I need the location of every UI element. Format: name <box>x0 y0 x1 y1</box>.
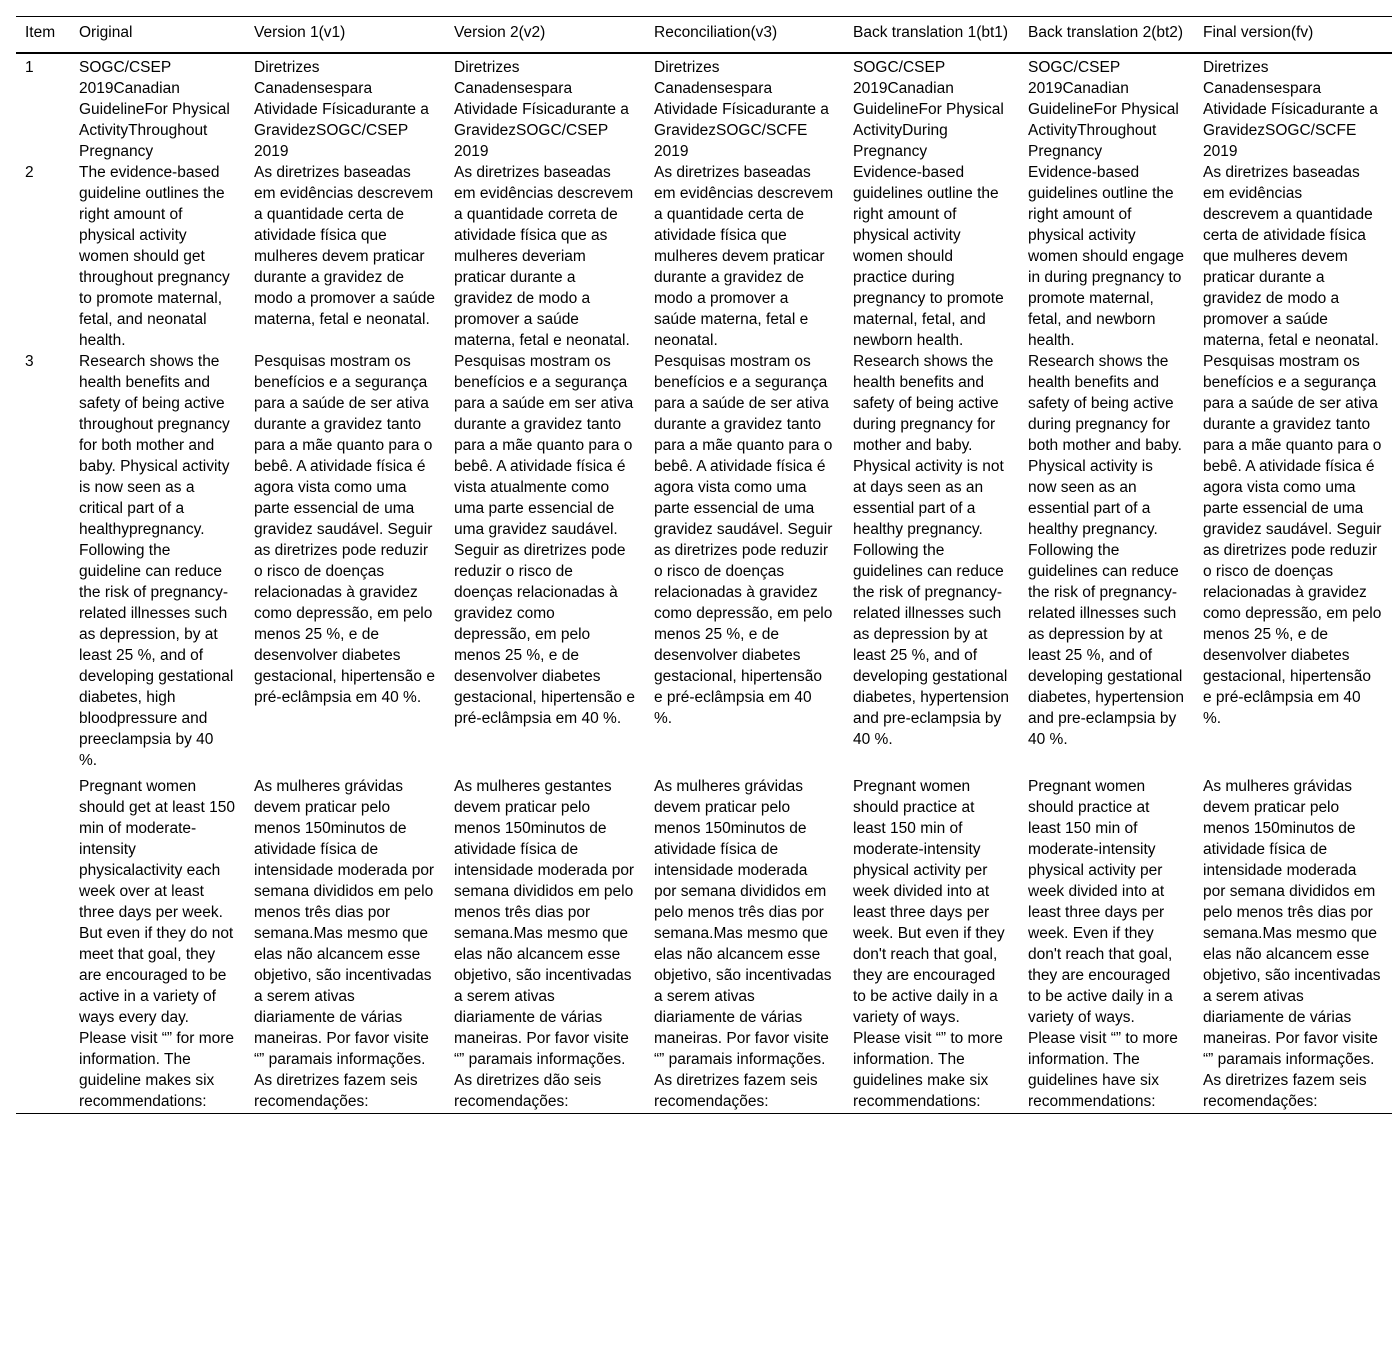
table-row <box>16 53 1392 162</box>
translation-table <box>16 16 1392 1114</box>
cell-v2: Diretrizes Canadensespara Atividade Físicadurante a GravidezSOGC/CSEP 2019 <box>454 59 629 160</box>
cell-v1: Pesquisas mostram os benefícios e a segurança para a saúde de ser ativa durante a gravidez tanto para a mãe quanto para o bebê. A atividade física é agora vista como uma parte essencial de uma gravidez saudável. Seguir as diretrizes pode reduzir o risco de doenças relacionadas à gravidez como depressão, em pelo menos 25 %, e de desenvolver diabetes gestacional, hipertensão e pré-eclâmpsia em 40 %. <box>254 353 435 706</box>
cell-original: Pregnant women should get at least 150 min of moderate-intensity physicalactivity each week over at least three days per week. But even if they do not meet that goal, they are encouraged to be active in a variety of ways every day. Please visit “” for more information. The guideline makes six recommendations: <box>79 778 235 1110</box>
cell-item: 1 <box>25 59 34 76</box>
cell-bt1: Research shows the health benefits and safety of being active during pregnancy for mother and baby. Physical activity is not at days seen as an essential part of a healthy pregnancy. Following the guidelines can reduce the risk of pregnancy-related illnesses such as depression by at least 25 %, and of developing gestational diabetes, hypertension and pre-eclampsia by 40 %. <box>853 353 1009 748</box>
table-row <box>16 162 1392 351</box>
cell-bt2: Evidence-based guidelines outline the right amount of physical activity women should engage in during pregnancy to promote maternal, fetal, and newborn health. <box>1028 164 1184 349</box>
cell-bt2: Pregnant women should practice at least 150 min of moderate-intensity physical activity per week divided into at least three days per week. Even if they don't reach that goal, they are encouraged to be active daily in a variety of ways. Please visit “” to more information. The guidelines have six recommendations: <box>1028 778 1178 1110</box>
cell-v3: As mulheres grávidas devem praticar pelo menos 150minutos de atividade física de intensidade moderada por semana divididos em pelo menos três dias por semana.Mas mesmo que elas não alcancem esse objetivo, são incentivadas a serem ativas diariamente de várias maneiras. Por favor visite “” paramais informações. As diretrizes fazem seis recomendações: <box>654 778 832 1110</box>
header-version-1: Version 1(v1) <box>254 24 346 41</box>
header-item: Item <box>25 24 56 41</box>
header-original: Original <box>79 24 133 41</box>
cell-original: Research shows the health benefits and safety of being active throughout pregnancy for both mother and baby. Physical activity is now seen as a critical part of a healthypregnancy. Following the guideline can reduce the risk of pregnancy-related illnesses such as depression, by at least 25 %, and of developing gestational diabetes, high bloodpressure and preeclampsia by 40 %. <box>79 353 234 769</box>
cell-bt2: Research shows the health benefits and safety of being active during pregnancy for both mother and baby. Physical activity is now seen as an essential part of a healthy pregnancy. Following the guidelines can reduce the risk of pregnancy-related illnesses such as depression by at least 25 %, and of developing gestational diabetes, hypertension and pre-eclampsia by 40 %. <box>1028 353 1184 748</box>
header-back-translation-2: Back translation 2(bt2) <box>1028 24 1184 41</box>
cell-v3: Diretrizes Canadensespara Atividade Físicadurante a GravidezSOGC/SCFE 2019 <box>654 59 829 160</box>
cell-v1: As diretrizes baseadas em evidências descrevem a quantidade certa de atividade física que mulheres devem praticar durante a gravidez de modo a promover a saúde materna, fetal e neonatal. <box>254 164 435 328</box>
table-row <box>16 771 1392 1114</box>
cell-v2: Pesquisas mostram os benefícios e a segurança para a saúde em ser ativa durante a gravidez tanto para a mãe quanto para o bebê. A atividade física é vista atualmente como uma parte essencial de uma gravidez saudável. Seguir as diretrizes pode reduzir o risco de doenças relacionadas à gravidez como depressão, em pelo menos 25 %, e de desenvolver diabetes gestacional, hipertensão e pré-eclâmpsia em 40 %. <box>454 353 635 727</box>
header-version-2: Version 2(v2) <box>454 24 546 41</box>
cell-fv: Pesquisas mostram os benefícios e a segurança para a saúde de ser ativa durante a gravidez tanto para a mãe quanto para o bebê. A atividade física é agora vista como uma parte essencial de uma gravidez saudável. Seguir as diretrizes pode reduzir o risco de doenças relacionadas à gravidez como depressão, em pelo menos 25 %, e de desenvolver diabetes gestacional, hipertensão e pré-eclâmpsia em 40 %. <box>1203 353 1382 727</box>
cell-bt2: SOGC/CSEP 2019Canadian GuidelineFor Physical ActivityThroughout Pregnancy <box>1028 59 1179 160</box>
cell-fv: As diretrizes baseadas em evidências descrevem a quantidade certa de atividade física que mulheres devem praticar durante a gravidez de modo a promover a saúde materna, fetal e neonatal. <box>1203 164 1379 349</box>
cell-v3: Pesquisas mostram os benefícios e a segurança para a saúde de ser ativa durante a gravidez tanto para a mãe quanto para o bebê. A atividade física é agora vista como uma parte essencial de uma gravidez saudável. Seguir as diretrizes pode reduzir o risco de doenças relacionadas à gravidez como depressão, em pelo menos 25 %, e de desenvolver diabetes gestacional, hipertensão e pré-eclâmpsia em 40 %. <box>654 353 833 727</box>
header-reconciliation: Reconciliation(v3) <box>654 24 778 41</box>
table-row <box>16 351 1392 771</box>
cell-v1: As mulheres grávidas devem praticar pelo menos 150minutos de atividade física de intensidade moderada por semana divididos em pelo menos três dias por semana.Mas mesmo que elas não alcancem esse objetivo, são incentivadas a serem ativas diariamente de várias maneiras. Por favor visite “” paramais informações. As diretrizes fazem seis recomendações: <box>254 778 435 1110</box>
cell-item: 3 <box>25 353 34 370</box>
header-back-translation-1: Back translation 1(bt1) <box>853 24 1009 41</box>
cell-item <box>16 771 70 1114</box>
cell-v3: As diretrizes baseadas em evidências descrevem a quantidade certa de atividade física que mulheres devem praticar durante a gravidez de modo a promover a saúde materna, fetal e neonatal. <box>654 164 834 349</box>
cell-v2: As mulheres gestantes devem praticar pelo menos 150minutos de atividade física de intensidade moderada por semana divididos em pelo menos três dias por semana.Mas mesmo que elas não alcancem esse objetivo, são incentivadas a serem ativas diariamente de várias maneiras. Por favor visite “” paramais informações. As diretrizes dão seis recomendações: <box>454 778 635 1110</box>
cell-fv: Diretrizes Canadensespara Atividade Físicadurante a GravidezSOGC/SCFE 2019 <box>1203 59 1378 160</box>
cell-item: 2 <box>25 164 34 181</box>
table-header-row <box>16 17 1392 54</box>
cell-v1: Diretrizes Canadensespara Atividade Físicadurante a GravidezSOGC/CSEP 2019 <box>254 59 429 160</box>
header-final-version: Final version(fv) <box>1203 24 1314 41</box>
cell-original: SOGC/CSEP 2019Canadian GuidelineFor Physical ActivityThroughout Pregnancy <box>79 59 230 160</box>
cell-original: The evidence-based guideline outlines the right amount of physical activity women should get throughout pregnancy to promote maternal, fetal, and neonatal health. <box>79 164 230 349</box>
cell-bt1: Evidence-based guidelines outline the right amount of physical activity women should practice during pregnancy to promote maternal, fetal, and newborn health. <box>853 164 1004 349</box>
cell-bt1: Pregnant women should practice at least 150 min of moderate-intensity physical activity per week divided into at least three days per week. But even if they don't reach that goal, they are encouraged to be active daily in a variety of ways. Please visit “” to more information. The guidelines make six recommendations: <box>853 778 1005 1110</box>
cell-fv: As mulheres grávidas devem praticar pelo menos 150minutos de atividade física de intensidade moderada por semana divididos em pelo menos três dias por semana.Mas mesmo que elas não alcancem esse objetivo, são incentivadas a serem ativas diariamente de várias maneiras. Por favor visite “” paramais informações. As diretrizes fazem seis recomendações: <box>1203 778 1381 1110</box>
cell-v2: As diretrizes baseadas em evidências descrevem a quantidade correta de atividade física que as mulheres deveriam praticar durante a gravidez de modo a promover a saúde materna, fetal e neonatal. <box>454 164 634 349</box>
cell-bt1: SOGC/CSEP 2019Canadian GuidelineFor Physical ActivityDuring Pregnancy <box>853 59 1004 160</box>
